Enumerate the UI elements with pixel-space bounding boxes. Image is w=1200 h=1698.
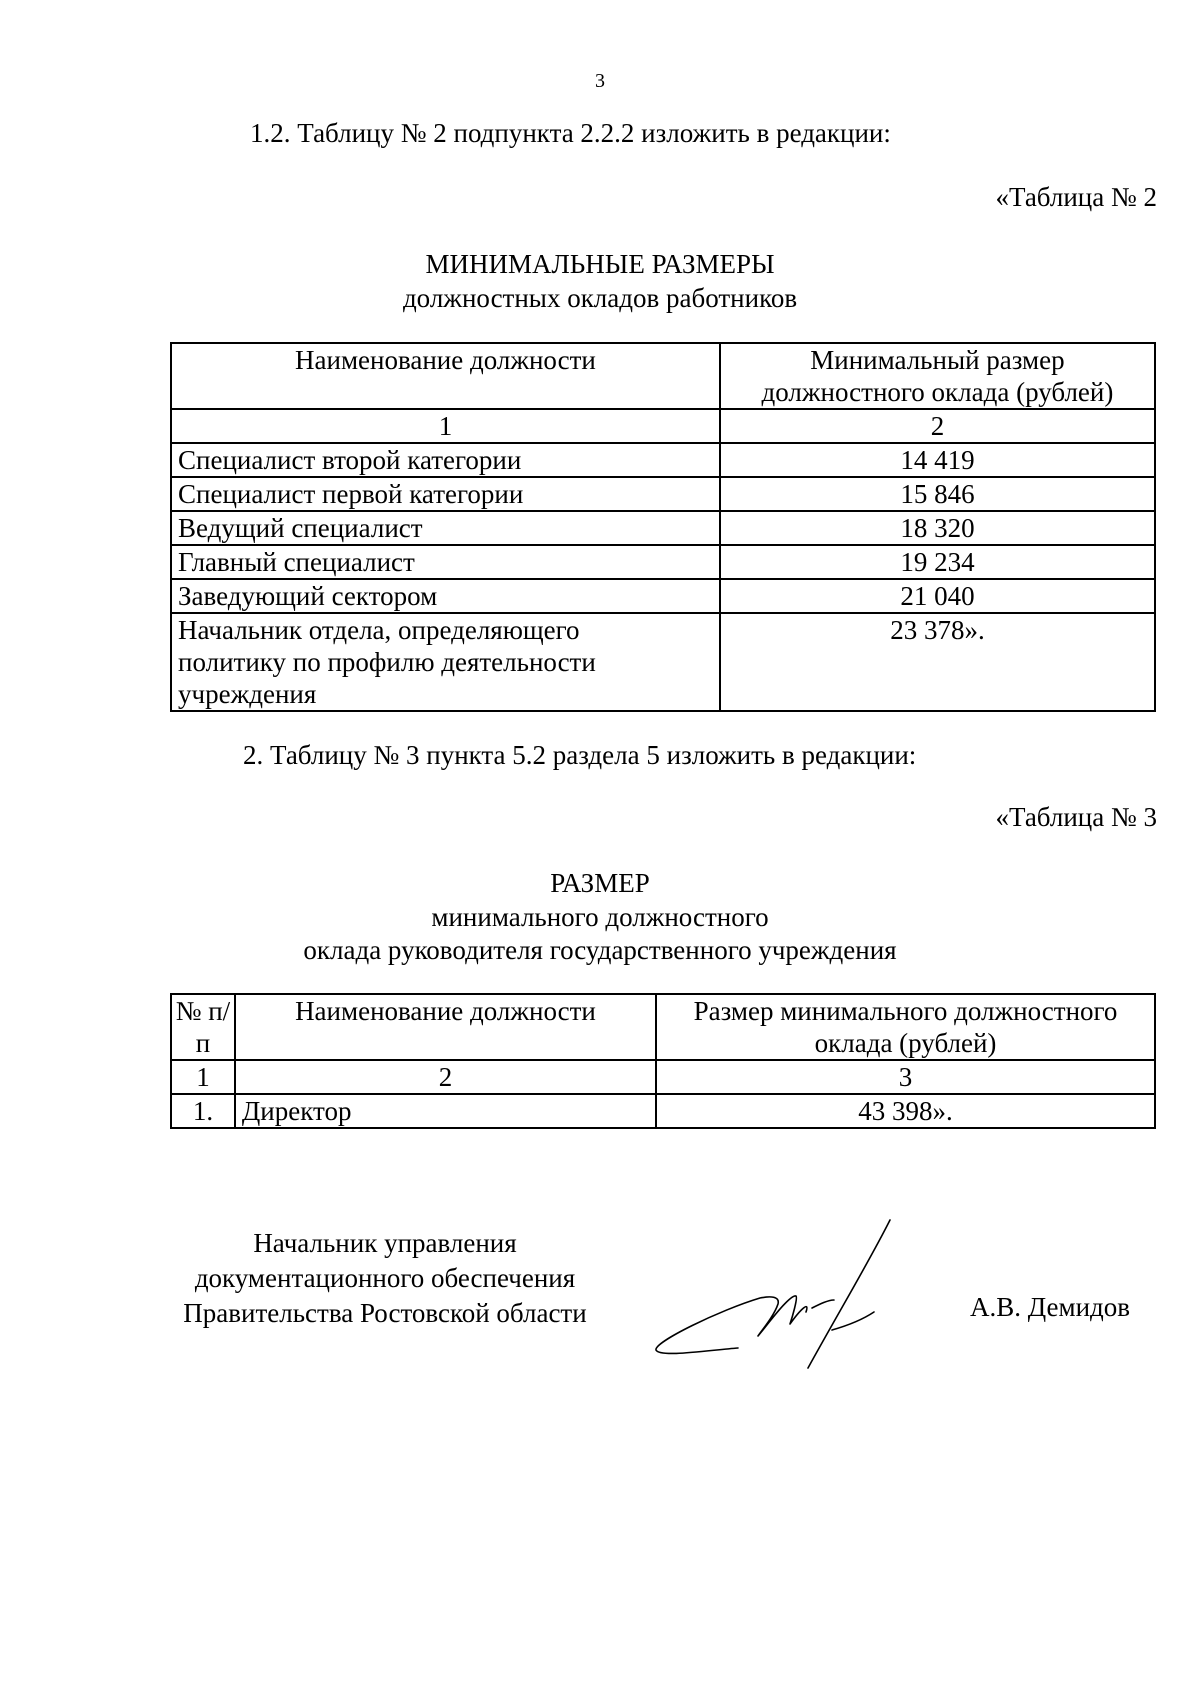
table-2-label: «Таблица № 2 xyxy=(995,182,1157,212)
salary-cell: 43 398». xyxy=(656,1094,1155,1128)
column-number: 1 xyxy=(171,409,720,443)
number-cell: 1. xyxy=(171,1094,235,1128)
position-cell: Главный специалист xyxy=(171,545,720,579)
header-number: № п/п xyxy=(171,994,235,1060)
position-cell: Специалист первой категории xyxy=(171,477,720,511)
table-3-subtitle-line1: минимального должностного xyxy=(431,902,769,932)
position-cell: Специалист второй категории xyxy=(171,443,720,477)
table-3-subtitle-line2: оклада руководителя государственного учреждения xyxy=(303,935,897,965)
position-cell: Ведущий специалист xyxy=(171,511,720,545)
header-salary: Размер минимального должностного оклада (рублей) xyxy=(656,994,1155,1060)
table-row xyxy=(171,477,1155,511)
header-position: Наименование должности xyxy=(235,994,656,1060)
table-row xyxy=(171,545,1155,579)
table-3-title: РАЗМЕР xyxy=(550,868,650,898)
table-2-title: МИНИМАЛЬНЫЕ РАЗМЕРЫ xyxy=(425,249,775,279)
salary-cell: 18 320 xyxy=(720,511,1155,545)
salary-cell: 23 378». xyxy=(720,613,1155,711)
signer-name: А.В. Демидов xyxy=(970,1292,1131,1322)
table-row xyxy=(171,443,1155,477)
salary-table-3 xyxy=(170,993,1156,1129)
column-number: 3 xyxy=(656,1060,1155,1094)
table-header-row xyxy=(171,343,1155,409)
position-cell: Начальник отдела, определяющего политику по профилю деятельности учреждения xyxy=(171,613,720,711)
salary-table-2 xyxy=(170,342,1156,712)
signer-title xyxy=(170,1226,600,1331)
column-number-row xyxy=(171,1060,1155,1094)
table-header-row xyxy=(171,994,1155,1060)
header-position: Наименование должности xyxy=(171,343,720,409)
salary-cell: 14 419 xyxy=(720,443,1155,477)
table-3-label: «Таблица № 3 xyxy=(995,802,1157,832)
table-row xyxy=(171,579,1155,613)
position-cell: Заведующий сектором xyxy=(171,579,720,613)
page-number: 3 xyxy=(595,70,605,92)
signer-title-line3: Правительства Ростовской области xyxy=(183,1298,587,1328)
salary-cell: 21 040 xyxy=(720,579,1155,613)
table-row xyxy=(171,1094,1155,1128)
column-number: 2 xyxy=(235,1060,656,1094)
salary-cell: 19 234 xyxy=(720,545,1155,579)
handwritten-signature xyxy=(650,1200,950,1380)
table-2-subtitle: должностных окладов работников xyxy=(402,283,798,313)
table-row xyxy=(171,613,1155,711)
column-number-row xyxy=(171,409,1155,443)
column-number: 1 xyxy=(171,1060,235,1094)
table-row xyxy=(171,511,1155,545)
salary-cell: 15 846 xyxy=(720,477,1155,511)
section-2-text: 2. Таблицу № 3 пункта 5.2 раздела 5 изложить в редакции: xyxy=(243,740,917,770)
section-1-2-text: 1.2. Таблицу № 2 подпункта 2.2.2 изложить в редакции: xyxy=(250,118,891,148)
signer-title-line1: Начальник управления xyxy=(253,1228,517,1258)
signer-title-line2: документационного обеспечения xyxy=(194,1263,576,1293)
header-salary: Минимальный размер должностного оклада (рублей) xyxy=(720,343,1155,409)
column-number: 2 xyxy=(720,409,1155,443)
position-cell: Директор xyxy=(235,1094,656,1128)
